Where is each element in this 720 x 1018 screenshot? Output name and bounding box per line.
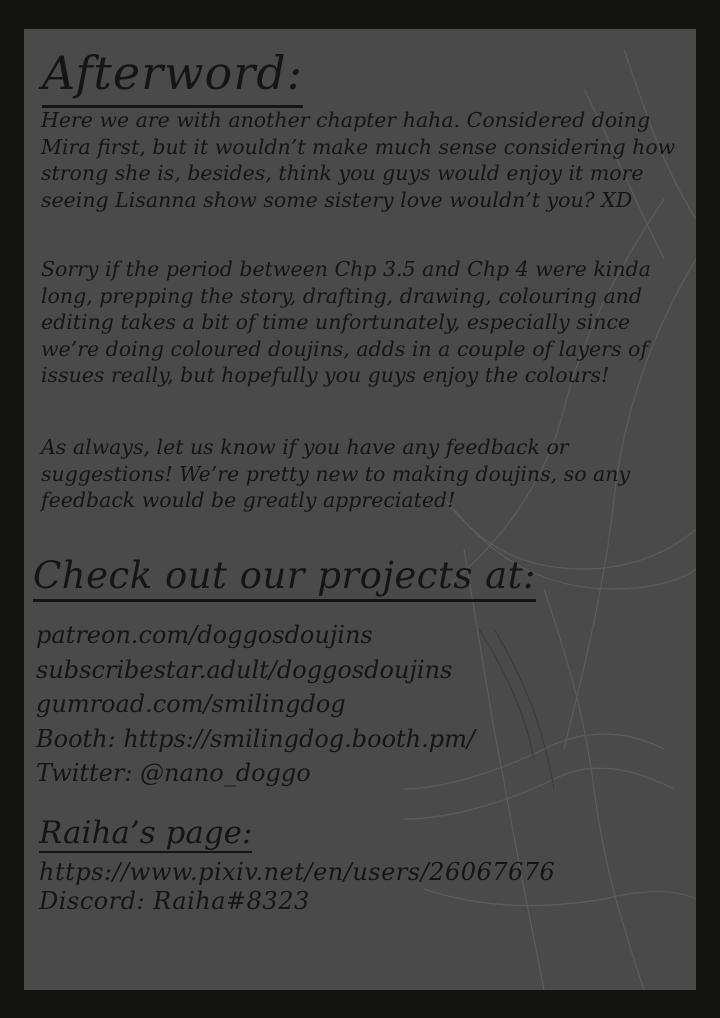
booth-link[interactable]: Booth: https://smilingdog.booth.pm/ (36, 724, 475, 753)
text-panel (24, 29, 696, 990)
twitter-link[interactable]: Twitter: @nano_doggo (36, 759, 311, 787)
patreon-link[interactable]: patreon.com/doggosdoujins (36, 621, 373, 649)
discord-handle: Discord: Raiha#8323 (39, 887, 310, 915)
afterword-paragraph-2: Sorry if the period between Chp 3.5 and Chp 4 were kinda long, prepping the story, drafting, drawing, colouring and editing takes a bit of time unfortunately, especially since we’re doing coloured doujins, adds in a couple of layers of issues really, but hopefully you guys enjoy the colours! (41, 257, 651, 387)
afterword-paragraph-3: As always, let us know if you have any feedback or suggestions! We’re pretty new to making doujins, so any feedback would be greatly appreciated! (41, 435, 631, 512)
project-links-list (36, 618, 475, 791)
afterword-title: Afterword: (42, 43, 303, 108)
pixiv-link[interactable]: https://www.pixiv.net/en/users/26067676 (39, 858, 556, 886)
raiha-links-list (39, 858, 555, 916)
subscribestar-link[interactable]: subscribestar.adult/doggosdoujins (36, 655, 453, 684)
projects-heading: Check out our projects at: (33, 553, 536, 602)
raiha-heading: Raiha’s page: (39, 815, 253, 851)
afterword-paragraph-1: Here we are with another chapter haha. Considered doing Mira first, but it wouldn’t make much sense considering how strong she is, besides, think you guys would enjoy it more seeing Lisanna show some sistery love wouldn’t you? XD (41, 108, 676, 212)
gumroad-link[interactable]: gumroad.com/smilingdog (36, 690, 346, 718)
